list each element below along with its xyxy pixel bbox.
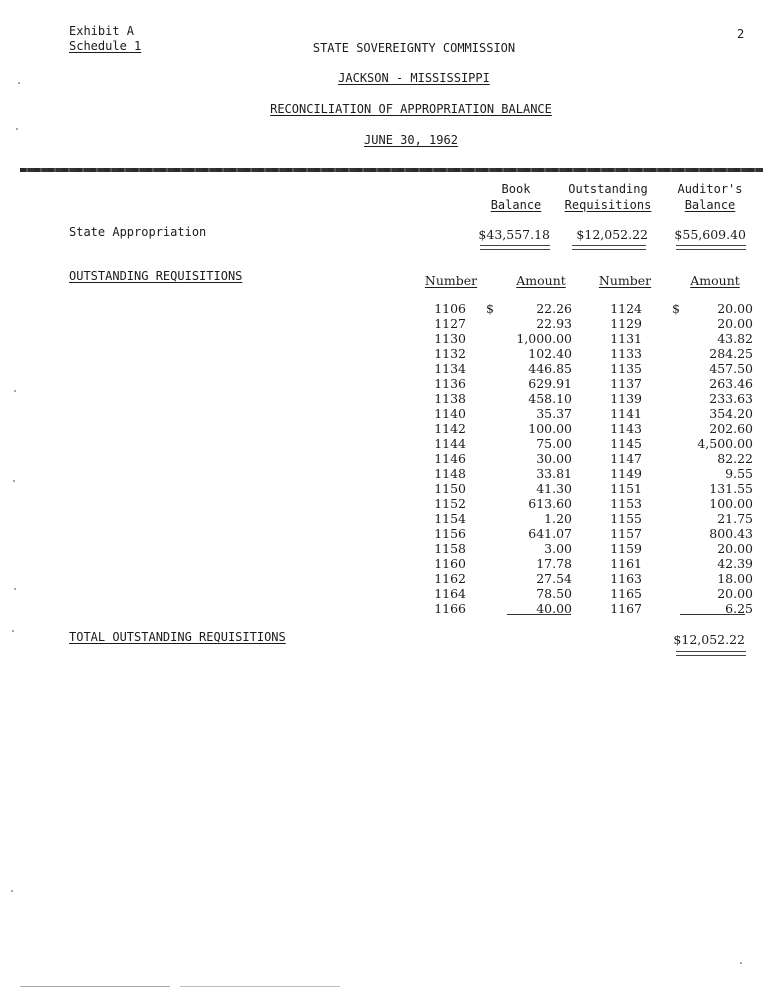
requisition-amount-1: 27.54: [536, 571, 572, 586]
dollar-sign-1: [466, 556, 494, 571]
requisition-amount-2: 18.00: [717, 571, 753, 586]
requisition-number-1: 1142: [434, 421, 466, 436]
auditor-header-line1: Auditor's: [677, 182, 743, 196]
schedule-label: Schedule 1: [69, 39, 142, 53]
requisition-amount-2: 284.25: [709, 346, 753, 361]
dollar-sign-1: [466, 451, 494, 466]
requisition-amount-1: 22.93: [536, 316, 572, 331]
table-row: [410, 556, 753, 571]
requisition-amount-2: 6.25: [725, 601, 753, 616]
requisition-number-2: 1149: [610, 466, 642, 481]
dollar-sign-2: [642, 586, 680, 601]
dollar-sign-2: [642, 526, 680, 541]
requisition-amount-2: 20.00: [717, 316, 753, 331]
book-header-line2: Balance: [490, 198, 542, 212]
state-appropriation-label: State Appropriation: [69, 225, 207, 239]
requisition-amount-2: 20.00: [717, 301, 753, 316]
outstanding-requisitions-heading: OUTSTANDING REQUISITIONS: [69, 269, 243, 283]
requisition-amount-2: 457.50: [709, 361, 753, 376]
dollar-sign-2: [642, 466, 680, 481]
page-number: 2: [737, 27, 745, 41]
requisition-number-1: 1127: [434, 316, 466, 331]
table-row: [410, 391, 753, 406]
requisition-number-1: 1130: [434, 331, 466, 346]
table-row: [410, 466, 753, 481]
bottom-edge-rule: [180, 986, 340, 987]
dollar-sign-1: [466, 526, 494, 541]
requisition-amount-2: 131.55: [709, 481, 753, 496]
table-row: [410, 436, 753, 451]
requisition-number-2: 1151: [610, 481, 642, 496]
dollar-sign-2: [642, 316, 680, 331]
requisition-amount-1: 35.37: [536, 406, 572, 421]
requisition-amount-2: 354.20: [709, 406, 753, 421]
dollar-sign-1: [466, 346, 494, 361]
requisition-amount-2: 233.63: [709, 391, 753, 406]
requisition-amount-1: 446.85: [528, 361, 572, 376]
requisition-amount-2: 100.00: [709, 496, 753, 511]
requisition-number-1: 1138: [434, 391, 466, 406]
col-number-2: Number: [598, 273, 652, 288]
outstanding-requisitions-value: $12,052.22: [576, 227, 648, 242]
requisition-number-1: 1162: [434, 571, 466, 586]
outstanding-double-rule: [572, 245, 646, 250]
requisition-number-1: 1144: [434, 436, 466, 451]
dollar-sign-2: [642, 511, 680, 526]
dollar-sign-1: [466, 511, 494, 526]
scan-speck: [740, 962, 742, 964]
bottom-edge-rule: [20, 986, 170, 987]
auditors-balance-value: $55,609.40: [674, 227, 746, 242]
book-balance-value: $43,557.18: [478, 227, 550, 242]
total-outstanding-label: TOTAL OUTSTANDING REQUISITIONS: [69, 630, 286, 644]
dollar-sign-2: [642, 391, 680, 406]
dollar-sign-2: [642, 346, 680, 361]
requisition-number-2: 1153: [610, 496, 642, 511]
requisition-amount-2: 4,500.00: [697, 436, 753, 451]
outstanding-header-line2: Requisitions: [564, 198, 652, 212]
scan-speck: [13, 480, 15, 482]
dollar-sign-1: [466, 496, 494, 511]
table-row: [410, 361, 753, 376]
requisition-number-1: 1154: [434, 511, 466, 526]
requisition-amount-2: 82.22: [717, 451, 753, 466]
outstanding-header-line1: Outstanding: [568, 182, 648, 196]
requisition-amount-1: 40.00: [536, 601, 572, 616]
requisition-number-2: 1137: [610, 376, 642, 391]
col-amount-1: Amount: [516, 273, 566, 288]
requisition-number-2: 1135: [610, 361, 642, 376]
dollar-sign-1: [466, 436, 494, 451]
requisition-number-2: 1124: [610, 301, 642, 316]
requisition-amount-2: 263.46: [709, 376, 753, 391]
table-row: [410, 481, 753, 496]
total-outstanding-amount: $12,052.22: [673, 632, 745, 647]
table-row: [410, 451, 753, 466]
requisition-number-1: 1134: [434, 361, 466, 376]
dollar-sign-1: [466, 331, 494, 346]
table-row: [410, 406, 753, 421]
requisition-number-1: 1164: [434, 586, 466, 601]
requisition-amount-1: 75.00: [536, 436, 572, 451]
requisition-number-2: 1131: [610, 331, 642, 346]
requisition-number-2: 1159: [610, 541, 642, 556]
requisition-number-2: 1145: [610, 436, 642, 451]
dollar-sign-2: [642, 436, 680, 451]
scan-speck: [14, 588, 16, 590]
requisition-amount-1: 78.50: [536, 586, 572, 601]
requisition-amount-1: 41.30: [536, 481, 572, 496]
dollar-sign-1: [466, 421, 494, 436]
title-location: JACKSON - MISSISSIPPI: [338, 71, 490, 85]
requisition-amount-1: 30.00: [536, 451, 572, 466]
requisition-number-2: 1129: [610, 316, 642, 331]
requisition-amount-1: 3.00: [544, 541, 572, 556]
table-row: [410, 346, 753, 361]
requisition-amount-1: 1,000.00: [516, 331, 572, 346]
table-row: [410, 586, 753, 601]
dollar-sign-1: [466, 316, 494, 331]
requisition-amount-2: 800.43: [709, 526, 753, 541]
dollar-sign-2: [642, 376, 680, 391]
exhibit-label: Exhibit A: [69, 24, 135, 38]
requisition-number-2: 1147: [610, 451, 642, 466]
amount1-total-rule: [507, 614, 571, 615]
dollar-sign-2: [642, 331, 680, 346]
dollar-sign-2: [642, 556, 680, 571]
requisition-amount-2: 43.82: [717, 331, 753, 346]
table-row: [410, 511, 753, 526]
requisition-amount-2: 21.75: [717, 511, 753, 526]
requisition-number-1: 1160: [434, 556, 466, 571]
requisition-number-2: 1143: [610, 421, 642, 436]
title-report: RECONCILIATION OF APPROPRIATION BALANCE: [270, 102, 552, 116]
auditor-header-line2: Balance: [684, 198, 736, 212]
scan-speck: [18, 82, 20, 84]
header-rule: [20, 168, 763, 172]
scan-speck: [11, 890, 13, 892]
title-commission: STATE SOVEREIGNTY COMMISSION: [312, 41, 516, 55]
dollar-sign-2: [642, 406, 680, 421]
scan-speck: [12, 630, 14, 632]
dollar-sign-1: [466, 586, 494, 601]
dollar-sign-2: [642, 601, 680, 616]
dollar-sign-1: [466, 391, 494, 406]
table-row: [410, 421, 753, 436]
requisition-number-1: 1156: [434, 526, 466, 541]
table-row: [410, 331, 753, 346]
table-row: [410, 376, 753, 391]
requisition-number-1: 1158: [434, 541, 466, 556]
dollar-sign-2: $: [672, 301, 680, 316]
table-row: [410, 541, 753, 556]
requisition-number-2: 1167: [610, 601, 642, 616]
requisition-number-2: 1133: [610, 346, 642, 361]
col-amount-2: Amount: [690, 273, 740, 288]
requisition-amount-1: 33.81: [536, 466, 572, 481]
dollar-sign-2: [642, 481, 680, 496]
requisition-amount-1: 641.07: [528, 526, 572, 541]
dollar-sign-1: [466, 406, 494, 421]
dollar-sign-1: [466, 571, 494, 586]
requisition-amount-2: 9.55: [725, 466, 753, 481]
book-header-line1: Book: [501, 182, 531, 196]
requisition-number-1: 1150: [434, 481, 466, 496]
book-balance-double-rule: [480, 245, 550, 250]
requisition-amount-2: 20.00: [717, 541, 753, 556]
title-date: JUNE 30, 1962: [364, 133, 458, 147]
total-double-rule: [676, 651, 746, 656]
table-row: [410, 526, 753, 541]
requisition-number-1: 1152: [434, 496, 466, 511]
dollar-sign-1: [466, 481, 494, 496]
requisition-number-2: 1163: [610, 571, 642, 586]
requisition-number-2: 1139: [610, 391, 642, 406]
requisition-number-1: 1140: [434, 406, 466, 421]
dollar-sign-2: [642, 421, 680, 436]
amount2-total-rule: [680, 614, 745, 615]
table-row: [410, 571, 753, 586]
requisition-number-2: 1165: [610, 586, 642, 601]
requisition-amount-2: 202.60: [709, 421, 753, 436]
requisition-amount-1: 1.20: [544, 511, 572, 526]
table-row: [410, 316, 753, 331]
table-row: [410, 301, 753, 316]
requisition-amount-1: 458.10: [528, 391, 572, 406]
scan-speck: [14, 390, 16, 392]
dollar-sign-1: [466, 376, 494, 391]
scan-speck: [16, 128, 18, 130]
requisition-number-2: 1161: [610, 556, 642, 571]
requisition-amount-1: 17.78: [536, 556, 572, 571]
requisition-amount-1: 102.40: [528, 346, 572, 361]
col-number-1: Number: [424, 273, 478, 288]
dollar-sign-2: [642, 451, 680, 466]
requisition-amount-1: 613.60: [528, 496, 572, 511]
requisition-number-2: 1141: [610, 406, 642, 421]
requisition-amount-1: 629.91: [528, 376, 572, 391]
dollar-sign-1: [466, 601, 494, 616]
table-row: [410, 496, 753, 511]
dollar-sign-1: $: [486, 301, 494, 316]
requisition-amount-2: 20.00: [717, 586, 753, 601]
auditors-double-rule: [676, 245, 746, 250]
dollar-sign-2: [642, 361, 680, 376]
requisition-number-1: 1136: [434, 376, 466, 391]
requisition-number-1: 1106: [434, 301, 466, 316]
requisition-number-2: 1157: [610, 526, 642, 541]
requisition-amount-1: 100.00: [528, 421, 572, 436]
dollar-sign-1: [466, 541, 494, 556]
dollar-sign-2: [642, 496, 680, 511]
requisition-number-1: 1166: [434, 601, 466, 616]
requisition-number-1: 1148: [434, 466, 466, 481]
dollar-sign-1: [466, 361, 494, 376]
requisition-number-1: 1146: [434, 451, 466, 466]
dollar-sign-1: [466, 466, 494, 481]
requisition-number-1: 1132: [434, 346, 466, 361]
requisition-number-2: 1155: [610, 511, 642, 526]
requisition-amount-1: 22.26: [536, 301, 572, 316]
requisitions-table: [410, 301, 753, 616]
dollar-sign-2: [642, 571, 680, 586]
requisition-amount-2: 42.39: [717, 556, 753, 571]
dollar-sign-2: [642, 541, 680, 556]
